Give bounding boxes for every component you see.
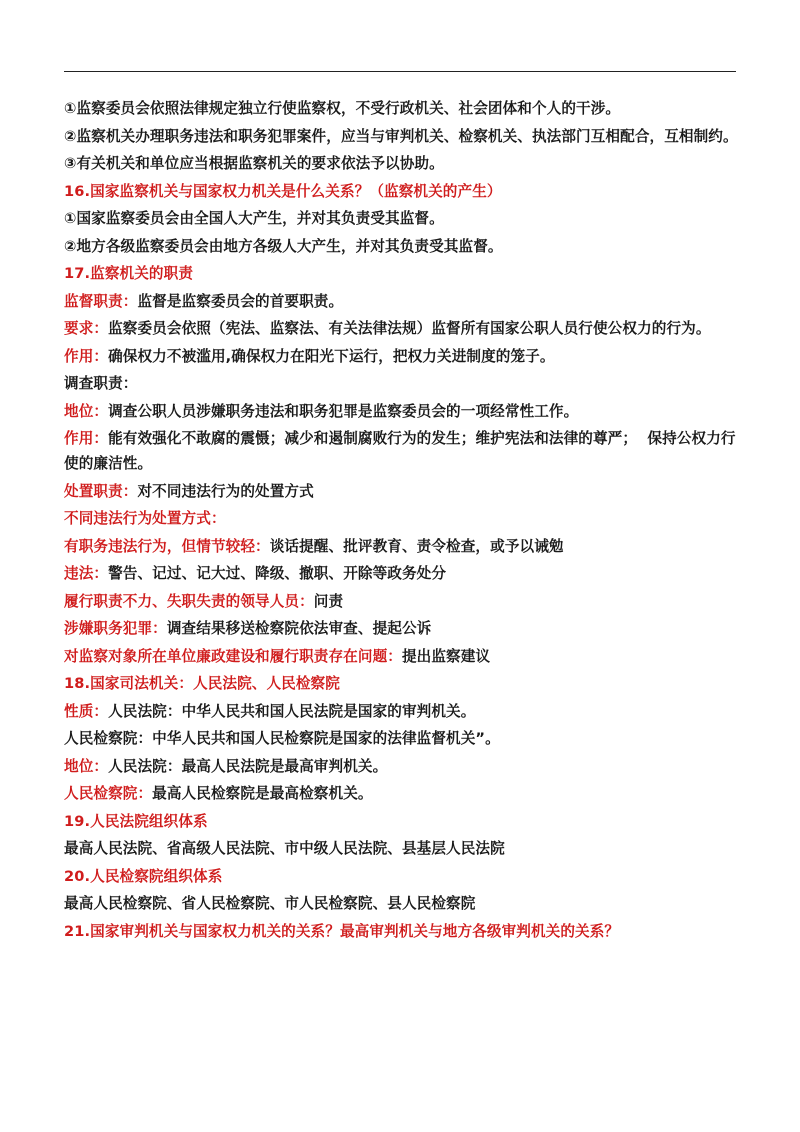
line-text: 监督是监察委员会的首要职责。 bbox=[137, 292, 344, 310]
line-label: 涉嫌职务犯罪： bbox=[64, 620, 167, 637]
line-text: 问责 bbox=[313, 592, 344, 610]
text-line bbox=[64, 891, 740, 916]
line-text: 最高人民法院、省高级人民法院、市中级人民法院、县基层人民法院 bbox=[64, 840, 505, 857]
line-text: ①监察委员会依照法律规定独立行使监察权，不受行政机关、社会团体和个人的干涉。 bbox=[64, 100, 621, 117]
line-text: ①国家监察委员会由全国人大产生，并对其负责受其监督。 bbox=[64, 210, 444, 227]
text-line bbox=[64, 399, 740, 424]
section-heading: 19.人民法院组织体系 bbox=[64, 812, 208, 830]
text-line bbox=[64, 699, 740, 724]
text-line bbox=[64, 479, 740, 504]
text-line bbox=[64, 316, 740, 341]
text-line bbox=[64, 754, 740, 779]
line-label: 对监察对象所在单位廉政建设和履行职责存在问题： bbox=[64, 647, 402, 665]
line-text: 警告、记过、记大过、降级、撤职、开除等政务处分 bbox=[108, 565, 447, 582]
section-heading: 不同违法行为处置方式： bbox=[64, 510, 226, 527]
text-line bbox=[64, 781, 740, 806]
section-heading: 18.国家司法机关：人民法院、人民检察院 bbox=[64, 675, 340, 692]
line-label: 作用： bbox=[64, 430, 109, 447]
text-line bbox=[64, 534, 740, 559]
line-label: 履行职责不力、失职失责的领导人员： bbox=[64, 592, 314, 610]
line-text: 调查公职人员涉嫌职务违法和职务犯罪是监察委员会的一项经常性工作。 bbox=[108, 402, 579, 420]
line-text: ③有关机关和单位应当根据监察机关的要求依法予以协助。 bbox=[64, 155, 444, 172]
line-label: 地位： bbox=[64, 757, 109, 775]
line-text: 最高人民检察院是最高检察机关。 bbox=[152, 785, 373, 802]
text-line bbox=[64, 426, 740, 476]
text-line bbox=[64, 589, 740, 614]
line-label: 要求： bbox=[64, 320, 109, 337]
line-label: 有职务违法行为，但情节较轻： bbox=[64, 537, 270, 555]
section-heading: 21.国家审判机关与国家权力机关的关系？最高审判机关与地方各级审判机关的关系？ bbox=[64, 922, 620, 940]
text-line bbox=[64, 234, 740, 259]
line-text: 能有效强化不敢腐的震慑；减少和遏制腐败行为的发生；维护宪法和法律的尊严； 保持公权力行使的廉洁性。 bbox=[64, 430, 736, 472]
line-label: 人民检察院： bbox=[64, 785, 153, 802]
text-line bbox=[64, 289, 740, 314]
line-text: 谈话提醒、批评教育、责令检查，或予以诫勉 bbox=[269, 537, 564, 555]
line-text: 提出监察建议 bbox=[401, 647, 491, 665]
text-line bbox=[64, 206, 740, 231]
line-text: 人民法院：最高人民法院是最高审判机关。 bbox=[108, 757, 388, 775]
document-body bbox=[64, 96, 740, 946]
line-label: 违法： bbox=[64, 565, 109, 582]
text-line bbox=[64, 836, 740, 861]
text-line bbox=[64, 344, 740, 369]
text-line bbox=[64, 616, 740, 641]
line-text: 调查职责： bbox=[64, 375, 138, 392]
line-text: 监察委员会依照（宪法、监察法、有关法律法规）监督所有国家公职人员行使公权力的行为。 bbox=[108, 320, 711, 337]
line-text: 人民法院：中华人民共和国人民法院是国家的审判机关。 bbox=[108, 702, 476, 720]
text-line bbox=[64, 371, 740, 396]
header-rule bbox=[64, 71, 736, 72]
text-line bbox=[64, 96, 740, 121]
line-label: 作用： bbox=[64, 347, 109, 365]
text-line bbox=[64, 644, 740, 669]
section-heading: 16.国家监察机关与国家权力机关是什么关系？（监察机关的产生） bbox=[64, 182, 502, 200]
text-line bbox=[64, 151, 740, 176]
line-text: 调查结果移送检察院依法审查、提起公诉 bbox=[166, 620, 432, 637]
line-text: 对不同违法行为的处置方式 bbox=[137, 482, 314, 500]
line-text: ②地方各级监察委员会由地方各级人大产生，并对其负责受其监督。 bbox=[64, 237, 503, 255]
text-line bbox=[64, 726, 740, 751]
line-text: 人民检察院：中华人民共和国人民检察院是国家的法律监督机关”。 bbox=[64, 730, 500, 747]
line-text: 最高人民检察院、省人民检察院、市人民检察院、县人民检察院 bbox=[64, 895, 476, 912]
line-label: 性质： bbox=[64, 702, 109, 720]
line-label: 处置职责： bbox=[64, 482, 138, 500]
section-heading: 20.人民检察院组织体系 bbox=[64, 867, 223, 885]
line-label: 监督职责： bbox=[64, 292, 138, 310]
text-line bbox=[64, 124, 740, 149]
line-label: 地位： bbox=[64, 402, 109, 420]
line-text: ②监察机关办理职务违法和职务犯罪案件，应当与审判机关、检察机关、执法部门互相配合，互相制约。 bbox=[64, 127, 738, 145]
line-text: 确保权力不被滥用,确保权力在阳光下运行，把权力关进制度的笼子。 bbox=[108, 347, 555, 365]
text-line bbox=[64, 561, 740, 586]
section-heading: 17.监察机关的职责 bbox=[64, 265, 194, 282]
